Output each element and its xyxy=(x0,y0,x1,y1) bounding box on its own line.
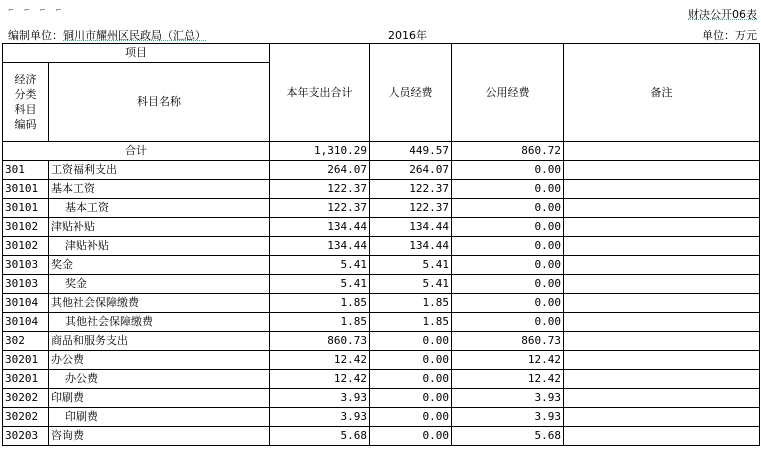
row-name-text: 印刷费 xyxy=(65,410,98,423)
header-total-text: 本年支出合计 xyxy=(286,85,353,99)
row-code-text: 30201 xyxy=(5,372,39,385)
row-note xyxy=(564,237,760,256)
summary-total-value: 1,310.29 xyxy=(314,144,367,157)
row-public xyxy=(452,180,564,199)
row-name xyxy=(49,294,270,313)
header-item xyxy=(3,44,270,63)
row-name xyxy=(49,161,270,180)
header-note xyxy=(564,44,760,142)
summary-total xyxy=(270,142,370,161)
row-personnel-text: 5.41 xyxy=(422,277,449,290)
header-public xyxy=(452,44,564,142)
row-public-text: 3.93 xyxy=(534,391,561,404)
row-public-text: 0.00 xyxy=(534,258,561,271)
row-note xyxy=(564,218,760,237)
row-total-text: 1.85 xyxy=(340,315,367,328)
row-name-text: 奖金 xyxy=(65,277,87,290)
org-header xyxy=(8,27,206,43)
table-row xyxy=(3,294,760,313)
row-personnel xyxy=(370,370,452,389)
row-code xyxy=(3,351,49,370)
row-code xyxy=(3,180,49,199)
row-personnel-text: 0.00 xyxy=(422,372,449,385)
row-personnel-text: 134.44 xyxy=(409,220,449,233)
row-public xyxy=(452,218,564,237)
row-personnel xyxy=(370,332,452,351)
table-row xyxy=(3,370,760,389)
row-name xyxy=(49,332,270,351)
row-name-text: 商品和服务支出 xyxy=(51,334,128,347)
row-personnel xyxy=(370,218,452,237)
row-public xyxy=(452,294,564,313)
header-name-text: 科目名称 xyxy=(137,95,181,108)
row-name-text: 工资福利支出 xyxy=(51,163,117,176)
row-public-text: 0.00 xyxy=(534,315,561,328)
row-public xyxy=(452,237,564,256)
header-public-text: 公用经费 xyxy=(485,85,530,99)
row-public xyxy=(452,351,564,370)
row-code-text: 30104 xyxy=(5,296,39,309)
row-name-text: 其他社会保障缴费 xyxy=(51,296,139,309)
row-name xyxy=(49,427,270,446)
summary-personnel-value: 449.57 xyxy=(409,144,449,157)
row-personnel xyxy=(370,161,452,180)
row-total xyxy=(270,408,370,427)
row-code xyxy=(3,370,49,389)
org-name: 铜川市耀州区民政局（汇总） xyxy=(63,29,206,42)
row-name-text: 办公费 xyxy=(65,372,98,385)
row-personnel-text: 122.37 xyxy=(409,182,449,195)
row-code xyxy=(3,199,49,218)
row-public xyxy=(452,256,564,275)
row-total-text: 134.44 xyxy=(327,239,367,252)
row-total xyxy=(270,161,370,180)
table-row xyxy=(3,332,760,351)
row-personnel-text: 0.00 xyxy=(422,334,449,347)
row-name xyxy=(49,313,270,332)
row-public-text: 0.00 xyxy=(534,239,561,252)
row-name xyxy=(49,218,270,237)
row-code xyxy=(3,275,49,294)
form-number xyxy=(688,6,757,22)
summary-row xyxy=(3,142,760,161)
table-row xyxy=(3,218,760,237)
row-code-text: 301 xyxy=(5,163,25,176)
header-code xyxy=(3,63,49,142)
row-personnel xyxy=(370,313,452,332)
summary-public xyxy=(452,142,564,161)
row-code-text: 30202 xyxy=(5,410,39,423)
row-total-text: 860.73 xyxy=(327,334,367,347)
row-total xyxy=(270,294,370,313)
row-personnel xyxy=(370,389,452,408)
row-name xyxy=(49,256,270,275)
row-total-text: 5.68 xyxy=(340,429,367,442)
row-note xyxy=(564,199,760,218)
row-total-text: 134.44 xyxy=(327,220,367,233)
table-row xyxy=(3,180,760,199)
row-note xyxy=(564,389,760,408)
row-public-text: 0.00 xyxy=(534,277,561,290)
top-marks: ⌐⌐⌐⌐ xyxy=(8,6,72,14)
summary-label-text: 合计 xyxy=(125,144,147,157)
header-total xyxy=(270,44,370,142)
table-row xyxy=(3,161,760,180)
row-note xyxy=(564,370,760,389)
row-code xyxy=(3,256,49,275)
row-personnel xyxy=(370,256,452,275)
row-code-text: 30201 xyxy=(5,353,39,366)
row-personnel-text: 1.85 xyxy=(422,296,449,309)
row-note xyxy=(564,161,760,180)
row-personnel-text: 1.85 xyxy=(422,315,449,328)
row-note xyxy=(564,427,760,446)
row-code-text: 30102 xyxy=(5,220,39,233)
row-personnel xyxy=(370,294,452,313)
row-public xyxy=(452,389,564,408)
summary-public-value: 860.72 xyxy=(521,144,561,157)
row-name-text: 其他社会保障缴费 xyxy=(65,315,153,328)
row-public xyxy=(452,199,564,218)
header-name xyxy=(49,63,270,142)
row-public-text: 12.42 xyxy=(527,372,561,385)
row-personnel-text: 264.07 xyxy=(409,163,449,176)
table-row xyxy=(3,427,760,446)
row-name xyxy=(49,351,270,370)
row-public-text: 12.42 xyxy=(527,353,561,366)
row-code xyxy=(3,313,49,332)
table-row xyxy=(3,199,760,218)
row-total-text: 122.37 xyxy=(327,182,367,195)
row-personnel xyxy=(370,237,452,256)
row-name-text: 基本工资 xyxy=(51,182,95,195)
row-code xyxy=(3,218,49,237)
row-total xyxy=(270,351,370,370)
row-name xyxy=(49,180,270,199)
row-total-text: 12.42 xyxy=(333,353,367,366)
row-public-text: 860.73 xyxy=(521,334,561,347)
row-personnel xyxy=(370,351,452,370)
table-row xyxy=(3,237,760,256)
row-personnel-text: 0.00 xyxy=(422,391,449,404)
org-label: 编制单位： xyxy=(8,29,63,42)
row-personnel-text: 5.41 xyxy=(422,258,449,271)
row-name-text: 津贴补贴 xyxy=(65,239,109,252)
row-public-text: 3.93 xyxy=(534,410,561,423)
row-public-text: 0.00 xyxy=(534,182,561,195)
row-personnel xyxy=(370,199,452,218)
table-row xyxy=(3,313,760,332)
row-code-text: 30102 xyxy=(5,239,39,252)
row-code xyxy=(3,237,49,256)
row-total xyxy=(270,275,370,294)
row-personnel xyxy=(370,427,452,446)
row-code xyxy=(3,161,49,180)
header-personnel xyxy=(370,44,452,142)
row-note xyxy=(564,408,760,427)
row-public xyxy=(452,161,564,180)
table-row xyxy=(3,408,760,427)
row-public-text: 0.00 xyxy=(534,163,561,176)
row-note xyxy=(564,180,760,199)
table-row xyxy=(3,275,760,294)
row-code xyxy=(3,332,49,351)
row-public xyxy=(452,370,564,389)
row-total xyxy=(270,180,370,199)
row-total xyxy=(270,218,370,237)
unit-text: 单位：万元 xyxy=(702,29,757,42)
row-public-text: 0.00 xyxy=(534,220,561,233)
row-name-text: 办公费 xyxy=(51,353,84,366)
form-number-text: 财决公开06表 xyxy=(688,8,757,21)
header-code-text: 经济分类科目编码 xyxy=(14,73,37,131)
row-name-text: 津贴补贴 xyxy=(51,220,95,233)
row-total xyxy=(270,199,370,218)
summary-personnel xyxy=(370,142,452,161)
row-note xyxy=(564,294,760,313)
row-total-text: 5.41 xyxy=(340,277,367,290)
row-personnel xyxy=(370,180,452,199)
expenditure-table xyxy=(2,43,760,446)
row-total-text: 5.41 xyxy=(340,258,367,271)
row-note xyxy=(564,351,760,370)
row-note xyxy=(564,332,760,351)
row-public xyxy=(452,275,564,294)
summary-label xyxy=(3,142,270,161)
row-name-text: 基本工资 xyxy=(65,201,109,214)
header-item-text: 项目 xyxy=(125,46,147,59)
row-personnel xyxy=(370,408,452,427)
table-row xyxy=(3,351,760,370)
row-name-text: 印刷费 xyxy=(51,391,84,404)
row-total xyxy=(270,237,370,256)
row-personnel-text: 134.44 xyxy=(409,239,449,252)
row-code-text: 30103 xyxy=(5,258,39,271)
row-personnel-text: 0.00 xyxy=(422,353,449,366)
row-code xyxy=(3,427,49,446)
row-total-text: 3.93 xyxy=(340,391,367,404)
row-name xyxy=(49,275,270,294)
row-personnel-text: 0.00 xyxy=(422,429,449,442)
row-code xyxy=(3,389,49,408)
unit-label xyxy=(702,27,757,43)
row-code-text: 30101 xyxy=(5,201,39,214)
row-public-text: 0.00 xyxy=(534,201,561,214)
row-public-text: 0.00 xyxy=(534,296,561,309)
row-name-text: 奖金 xyxy=(51,258,73,271)
row-total xyxy=(270,370,370,389)
row-note xyxy=(564,313,760,332)
row-code-text: 30101 xyxy=(5,182,39,195)
row-public-text: 5.68 xyxy=(534,429,561,442)
table-row xyxy=(3,256,760,275)
row-public xyxy=(452,408,564,427)
row-name xyxy=(49,199,270,218)
row-total-text: 3.93 xyxy=(340,410,367,423)
row-name xyxy=(49,408,270,427)
row-code-text: 30103 xyxy=(5,277,39,290)
row-code-text: 30202 xyxy=(5,391,39,404)
header-note-text: 备注 xyxy=(650,85,673,99)
row-total-text: 1.85 xyxy=(340,296,367,309)
row-total xyxy=(270,332,370,351)
row-public xyxy=(452,332,564,351)
row-total-text: 12.42 xyxy=(333,372,367,385)
table-row xyxy=(3,389,760,408)
row-code-text: 30203 xyxy=(5,429,39,442)
row-public xyxy=(452,313,564,332)
row-personnel-text: 122.37 xyxy=(409,201,449,214)
row-name xyxy=(49,370,270,389)
row-public xyxy=(452,427,564,446)
report-year xyxy=(388,27,427,43)
row-total xyxy=(270,427,370,446)
row-total-text: 122.37 xyxy=(327,201,367,214)
row-code-text: 302 xyxy=(5,334,25,347)
row-code xyxy=(3,294,49,313)
report-year-text: 2016年 xyxy=(388,29,427,42)
summary-note xyxy=(564,142,760,161)
header-personnel-text: 人员经费 xyxy=(388,85,433,99)
row-total xyxy=(270,256,370,275)
row-total-text: 264.07 xyxy=(327,163,367,176)
row-code-text: 30104 xyxy=(5,315,39,328)
row-name xyxy=(49,237,270,256)
row-name xyxy=(49,389,270,408)
row-code xyxy=(3,408,49,427)
row-total xyxy=(270,313,370,332)
row-personnel xyxy=(370,275,452,294)
row-total xyxy=(270,389,370,408)
row-note xyxy=(564,256,760,275)
row-personnel-text: 0.00 xyxy=(422,410,449,423)
row-name-text: 咨询费 xyxy=(51,429,84,442)
row-note xyxy=(564,275,760,294)
